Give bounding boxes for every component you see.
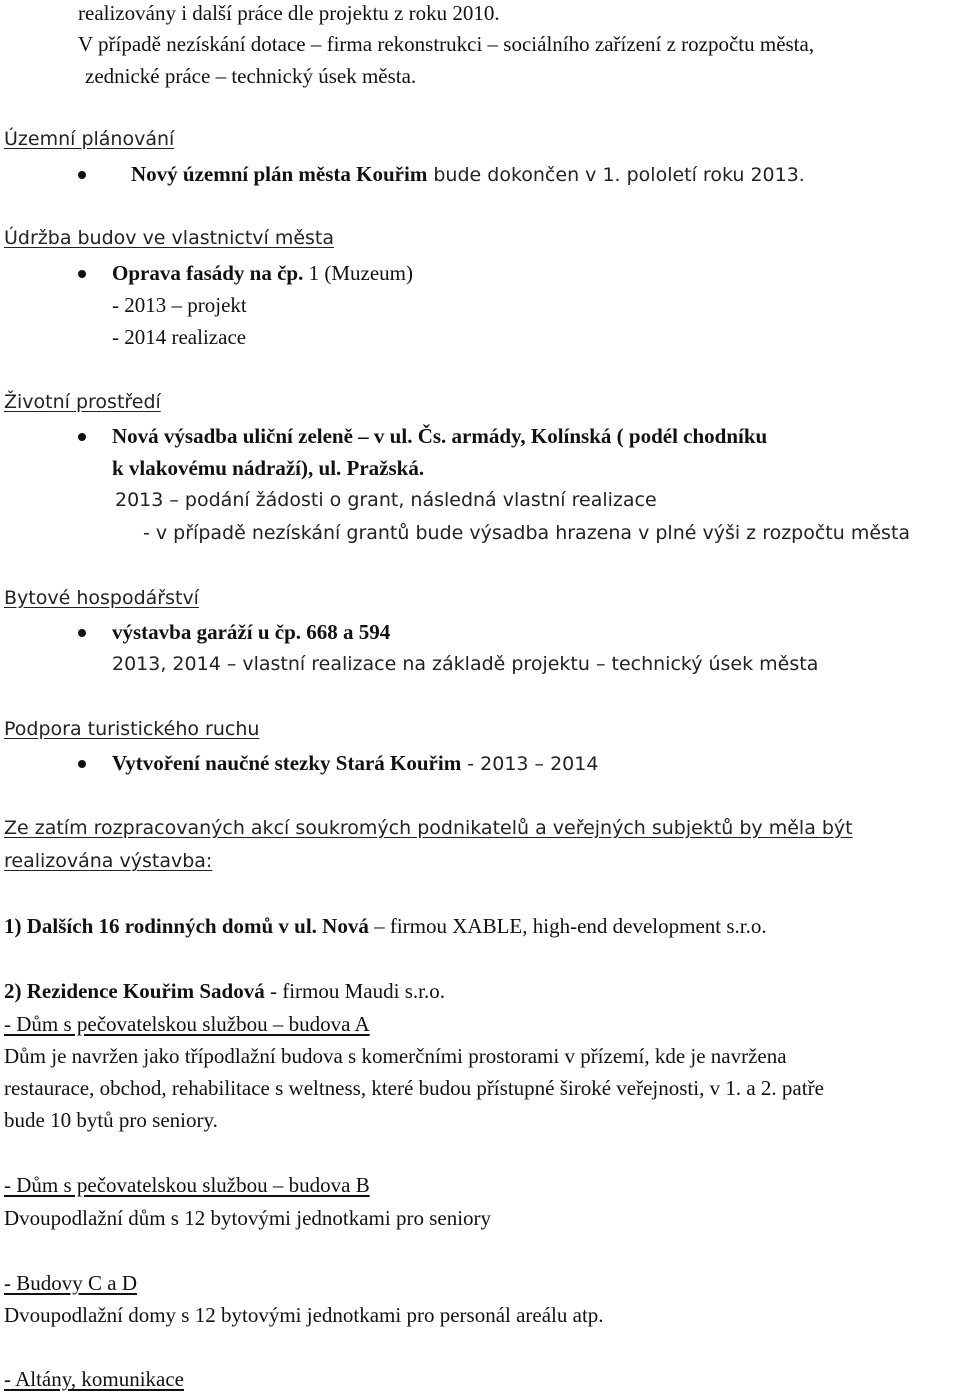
bullet-icon [78, 171, 86, 179]
project-text: - firmou Maudi s.r.o. [264, 979, 445, 1003]
list-item: Nová výsadba uliční zeleně – v ul. Čs. armády, Kolínská ( podél chodníku [112, 424, 768, 448]
project-title: 2) Rezidence Kouřim Sadová [4, 979, 265, 1003]
text-line: V případě nezískání dotace – firma rekonstrukci – sociálního zařízení z rozpočtu města, [78, 32, 815, 56]
section-heading-udrzba: Údržba budov ve vlastnictví města [4, 227, 335, 249]
section-heading-turismus: Podpora turistického ruchu [4, 718, 260, 740]
item-bold: Nový územní plán města Kouřim [131, 162, 428, 186]
section-heading-zivotni: Životní prostředí [4, 391, 161, 413]
text-line: realizovány i další práce dle projektu z roku 2010. [78, 1, 500, 25]
list-item [112, 263, 413, 284]
bullet-icon [78, 760, 86, 768]
project-2 [4, 981, 445, 1002]
building-cd-heading: - Budovy C a D [4, 1271, 137, 1295]
section-heading-bytove: Bytové hospodářství [4, 587, 199, 609]
item-text: 668 a 594 [301, 620, 391, 644]
bullet-icon [78, 270, 86, 278]
bullet-icon [78, 433, 86, 441]
list-item [131, 164, 805, 185]
bullet-icon [78, 629, 86, 637]
text-line: Dvoupodlažní dům s 12 bytovými jednotkami pro seniory [4, 1206, 492, 1230]
item-bold: výstavba garáží u čp. [112, 620, 301, 644]
building-a-heading: - Dům s pečovatelskou službou – budova A [4, 1012, 370, 1036]
sub-line: 2013 – podání žádosti o grant, následná vlastní realizace [115, 489, 657, 511]
altany-heading: - Altány, komunikace [4, 1367, 185, 1391]
section-heading-soukrome-cont: realizována výstavba: [4, 850, 213, 872]
item-text: 1 (Muzeum) [303, 261, 413, 285]
text-line: bude 10 bytů pro seniory. [4, 1108, 218, 1132]
sub-line: - v případě nezískání grantů bude výsadba hrazena v plné výši z rozpočtu města [143, 522, 911, 544]
text-line: Dvoupodlažní domy s 12 bytovými jednotkami pro personál areálu atp. [4, 1303, 604, 1327]
sub-line: - 2014 realizace [112, 325, 247, 349]
item-text: - 2013 – 2014 [461, 753, 599, 775]
project-text: – firmou XABLE, high-end development s.r.o. [368, 914, 767, 938]
building-b-heading: - Dům s pečovatelskou službou – budova B [4, 1173, 370, 1197]
list-item [112, 622, 390, 643]
section-heading-uzemni: Územní plánování [4, 128, 175, 150]
text-line: zednické práce – technický úsek města. [85, 64, 417, 88]
item-bold: Vytvoření naučné stezky Stará Kouřim [112, 751, 462, 775]
section-heading-soukrome: Ze zatím rozpracovaných akcí soukromých podnikatelů a veřejných subjektů by měla být [4, 817, 853, 839]
project-title: 1) Dalších 16 rodinných domů v ul. Nová [4, 914, 369, 938]
sub-line: - 2013 – projekt [112, 293, 247, 317]
text-line: restaurace, obchod, rehabilitace s weltness, které budou přístupné široké veřejnosti, v 1. a 2. patře [4, 1076, 824, 1100]
item-text: bude dokončen v 1. pololetí roku 2013. [427, 164, 805, 186]
project-1 [4, 916, 767, 937]
list-item [112, 753, 598, 774]
sub-line: 2013, 2014 – vlastní realizace na základě projektu – technický úsek města [112, 653, 819, 675]
list-item-cont: k vlakovému nádraží), ul. Pražská. [112, 456, 425, 480]
text-line: Dům je navržen jako třípodlažní budova s komerčními prostorami v přízemí, kde je navržena [4, 1044, 787, 1068]
item-bold: Oprava fasády na čp. [112, 261, 304, 285]
